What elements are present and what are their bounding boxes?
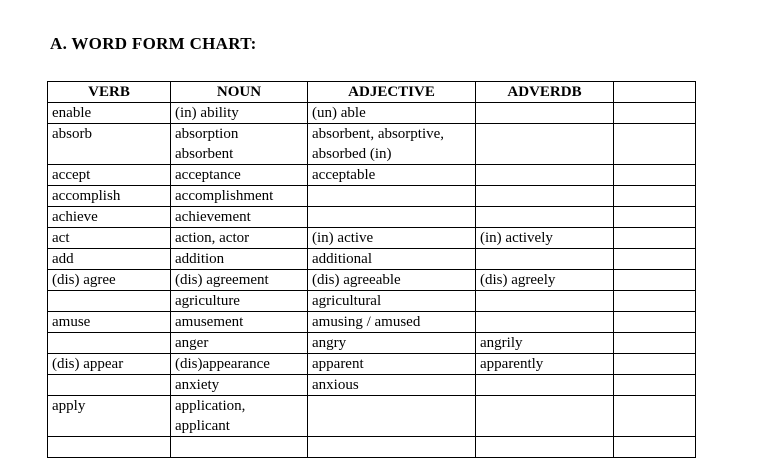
table-row bbox=[48, 103, 696, 124]
cell-adverb bbox=[476, 165, 614, 186]
cell-adjective bbox=[308, 375, 476, 396]
cell-noun bbox=[171, 207, 308, 228]
cell-text: amusing / amused bbox=[312, 314, 421, 330]
cell-extra bbox=[614, 333, 696, 354]
cell-adverb bbox=[476, 291, 614, 312]
cell-adjective bbox=[308, 249, 476, 270]
cell-extra bbox=[614, 186, 696, 207]
cell-verb bbox=[48, 186, 171, 207]
cell-noun bbox=[171, 437, 308, 458]
cell-adjective bbox=[308, 228, 476, 249]
cell-extra bbox=[614, 291, 696, 312]
cell-text: (dis) agreely bbox=[480, 272, 556, 288]
cell-adverb bbox=[476, 228, 614, 249]
table-row bbox=[48, 207, 696, 228]
cell-text: amusement bbox=[175, 314, 244, 330]
cell-adjective bbox=[308, 437, 476, 458]
cell-noun bbox=[171, 165, 308, 186]
cell-extra bbox=[614, 375, 696, 396]
cell-verb bbox=[48, 165, 171, 186]
header-verb: VERB bbox=[48, 82, 171, 103]
cell-extra bbox=[614, 396, 696, 437]
cell-extra bbox=[614, 437, 696, 458]
cell-text: absorbent, absorptive, bbox=[312, 126, 445, 142]
cell-verb bbox=[48, 354, 171, 375]
cell-extra bbox=[614, 228, 696, 249]
cell-text: achieve bbox=[52, 209, 98, 225]
cell-verb bbox=[48, 207, 171, 228]
cell-text: add bbox=[52, 251, 74, 267]
cell-text: applicant bbox=[175, 418, 230, 434]
table-row bbox=[48, 396, 696, 437]
cell-noun bbox=[171, 291, 308, 312]
table-row bbox=[48, 249, 696, 270]
cell-verb bbox=[48, 291, 171, 312]
cell-text: absorbed (in) bbox=[312, 146, 392, 162]
cell-text: accept bbox=[52, 167, 91, 183]
cell-verb bbox=[48, 375, 171, 396]
cell-adverb bbox=[476, 124, 614, 165]
cell-adjective bbox=[308, 124, 476, 165]
cell-adjective bbox=[308, 270, 476, 291]
cell-noun bbox=[171, 228, 308, 249]
cell-text: act bbox=[52, 230, 70, 246]
cell-adjective bbox=[308, 103, 476, 124]
cell-text: (in) active bbox=[312, 230, 374, 246]
cell-extra bbox=[614, 165, 696, 186]
table-row bbox=[48, 228, 696, 249]
cell-noun bbox=[171, 312, 308, 333]
cell-adverb bbox=[476, 354, 614, 375]
cell-adverb bbox=[476, 396, 614, 437]
cell-adjective bbox=[308, 186, 476, 207]
cell-text: addition bbox=[175, 251, 225, 267]
table-row bbox=[48, 270, 696, 291]
cell-extra bbox=[614, 312, 696, 333]
cell-adverb bbox=[476, 437, 614, 458]
header-adjective: ADJECTIVE bbox=[308, 82, 476, 103]
cell-text: acceptable bbox=[312, 167, 376, 183]
cell-adjective bbox=[308, 207, 476, 228]
cell-text: acceptance bbox=[175, 167, 241, 183]
cell-text: absorbent bbox=[175, 146, 234, 162]
cell-text: (dis) agreeable bbox=[312, 272, 401, 288]
cell-text: (dis) agreement bbox=[175, 272, 269, 288]
table-body bbox=[48, 103, 696, 458]
cell-text: (un) able bbox=[312, 105, 366, 121]
header-noun: NOUN bbox=[171, 82, 308, 103]
cell-noun bbox=[171, 354, 308, 375]
cell-text: absorb bbox=[52, 126, 92, 142]
cell-noun bbox=[171, 333, 308, 354]
cell-extra bbox=[614, 270, 696, 291]
cell-adverb bbox=[476, 103, 614, 124]
cell-adverb bbox=[476, 249, 614, 270]
cell-noun bbox=[171, 375, 308, 396]
cell-extra bbox=[614, 249, 696, 270]
cell-text: accomplishment bbox=[175, 188, 274, 204]
cell-adverb bbox=[476, 333, 614, 354]
cell-text: agriculture bbox=[175, 293, 240, 309]
cell-text: achievement bbox=[175, 209, 251, 225]
cell-text: apparently bbox=[480, 356, 544, 372]
cell-text: absorption bbox=[175, 126, 239, 142]
header-adverb: ADVERDB bbox=[476, 82, 614, 103]
cell-verb bbox=[48, 437, 171, 458]
cell-text: anxiety bbox=[175, 377, 220, 393]
cell-adjective bbox=[308, 396, 476, 437]
table-row bbox=[48, 375, 696, 396]
cell-extra bbox=[614, 103, 696, 124]
cell-text: angrily bbox=[480, 335, 523, 351]
cell-text: application, bbox=[175, 398, 246, 414]
cell-verb bbox=[48, 270, 171, 291]
table-row bbox=[48, 186, 696, 207]
table-row bbox=[48, 437, 696, 458]
cell-text: apply bbox=[52, 398, 86, 414]
cell-text: angry bbox=[312, 335, 347, 351]
word-form-table bbox=[47, 81, 696, 458]
cell-adjective bbox=[308, 333, 476, 354]
cell-text: (dis) agree bbox=[52, 272, 116, 288]
cell-verb bbox=[48, 333, 171, 354]
page-title: A. WORD FORM CHART: bbox=[50, 34, 257, 53]
cell-adjective bbox=[308, 312, 476, 333]
cell-adverb bbox=[476, 186, 614, 207]
table-row bbox=[48, 354, 696, 375]
cell-text: agricultural bbox=[312, 293, 382, 309]
cell-noun bbox=[171, 396, 308, 437]
cell-text: apparent bbox=[312, 356, 364, 372]
table-row bbox=[48, 312, 696, 333]
cell-text: (in) ability bbox=[175, 105, 239, 121]
cell-extra bbox=[614, 124, 696, 165]
table-row bbox=[48, 165, 696, 186]
cell-noun bbox=[171, 124, 308, 165]
cell-text: additional bbox=[312, 251, 372, 267]
cell-text: (in) actively bbox=[480, 230, 553, 246]
table-row bbox=[48, 124, 696, 165]
cell-text: (dis)appearance bbox=[175, 356, 270, 372]
cell-adjective bbox=[308, 165, 476, 186]
cell-extra bbox=[614, 207, 696, 228]
cell-verb bbox=[48, 312, 171, 333]
cell-text: enable bbox=[52, 105, 92, 121]
table-row bbox=[48, 333, 696, 354]
cell-verb bbox=[48, 124, 171, 165]
cell-verb bbox=[48, 249, 171, 270]
cell-verb bbox=[48, 396, 171, 437]
cell-text: action, actor bbox=[175, 230, 250, 246]
cell-noun bbox=[171, 103, 308, 124]
cell-adverb bbox=[476, 375, 614, 396]
cell-verb bbox=[48, 228, 171, 249]
cell-noun bbox=[171, 249, 308, 270]
cell-text: anger bbox=[175, 335, 209, 351]
cell-extra bbox=[614, 354, 696, 375]
cell-text: anxious bbox=[312, 377, 359, 393]
table-row bbox=[48, 291, 696, 312]
cell-text: amuse bbox=[52, 314, 91, 330]
cell-text: accomplish bbox=[52, 188, 121, 204]
table-header-row bbox=[48, 82, 696, 103]
cell-adverb bbox=[476, 270, 614, 291]
cell-verb bbox=[48, 103, 171, 124]
cell-adjective bbox=[308, 354, 476, 375]
cell-adverb bbox=[476, 207, 614, 228]
header-extra bbox=[614, 82, 696, 103]
cell-noun bbox=[171, 270, 308, 291]
cell-adjective bbox=[308, 291, 476, 312]
cell-text: (dis) appear bbox=[52, 356, 124, 372]
cell-adverb bbox=[476, 312, 614, 333]
cell-noun bbox=[171, 186, 308, 207]
